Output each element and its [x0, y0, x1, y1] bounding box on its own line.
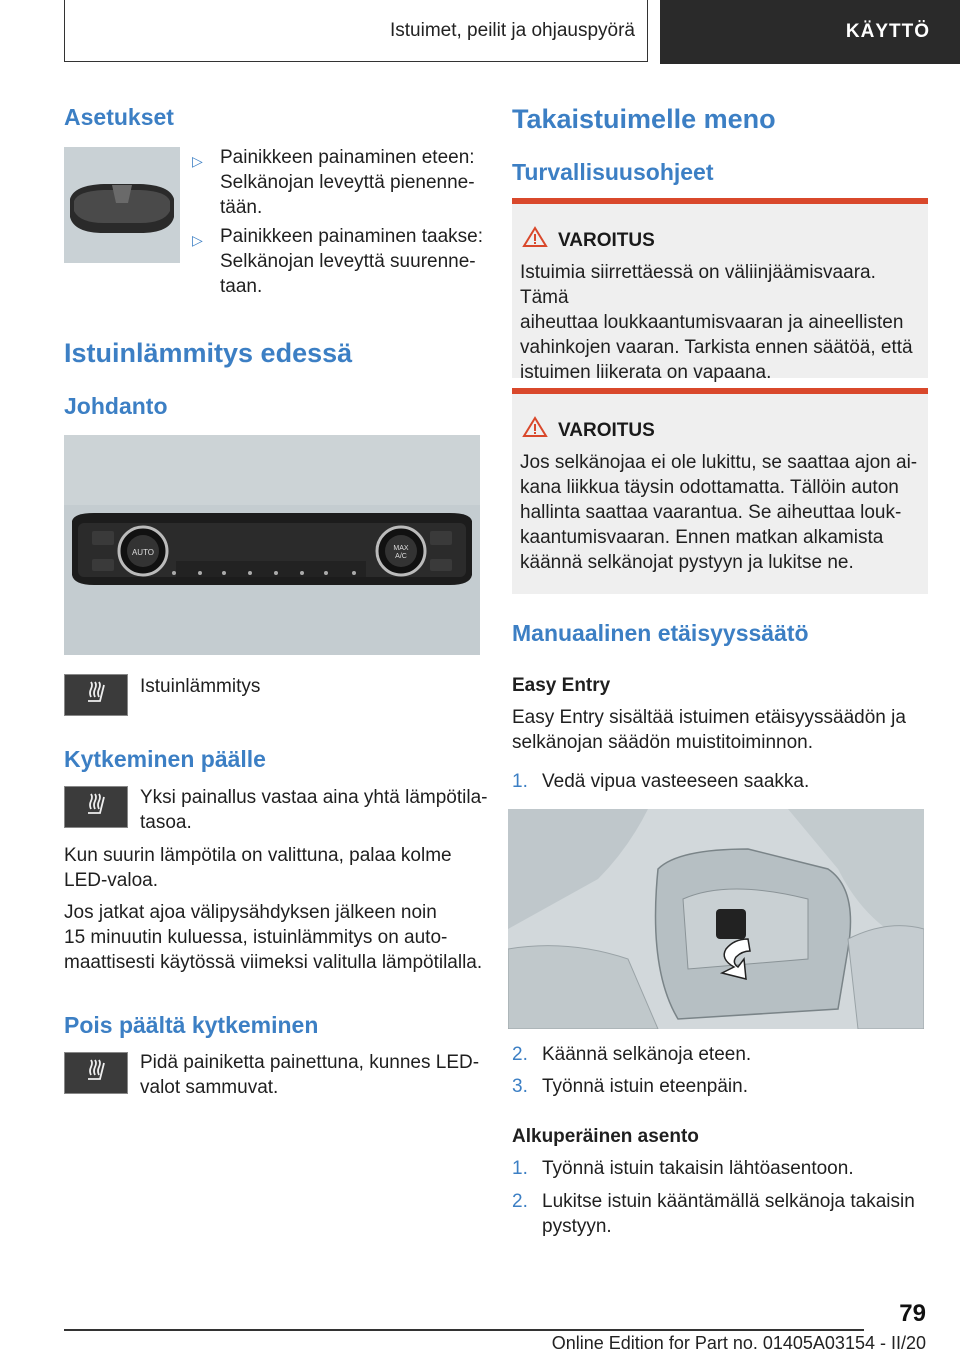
switch-off-line1: Pidä painiketta painettuna, kunnes LED- — [140, 1052, 480, 1073]
seat-heating-icon — [82, 793, 110, 822]
warning-2-line: käännä selkänojat pystyyn ja lukitse ne. — [520, 552, 854, 573]
original-position-heading: Alkuperäinen asento — [512, 1126, 699, 1147]
seat-heating-icon — [82, 1059, 110, 1088]
bullet-2-line2: Selkänojan leveyttä suurenne- — [220, 251, 476, 272]
original-step-2-line2: pystyyn. — [542, 1216, 612, 1237]
warning-2-line: kaantumisvaaran. Ennen matkan alkamista — [520, 527, 884, 548]
bullet-marker: ▷ — [192, 153, 203, 169]
warning-2-line: hallinta saattaa vaarantua. Se aiheuttaa louk- — [520, 502, 902, 523]
warning-1-line: Istuimia siirrettäessä on väliinjäämisvaara. Tämä — [520, 262, 876, 308]
easy-entry-line2: selkänojan säädön muistitoiminnon. — [512, 732, 814, 753]
easy-entry-line1: Easy Entry sisältää istuimen etäisyyssäädön ja — [512, 707, 906, 728]
original-step-1-text: Työnnä istuin takaisin lähtöasentoon. — [542, 1158, 854, 1179]
step-2-text: Käännä selkänoja eteen. — [542, 1044, 752, 1065]
seat-lever-image — [508, 809, 924, 1029]
paragraph-led-line2: LED-valoa. — [64, 870, 158, 891]
warning-1-line: aiheuttaa loukkaantumisvaaran ja aineellisten — [520, 312, 904, 333]
step-1-text: Vedä vipua vasteeseen saakka. — [542, 771, 810, 792]
bullet-1 — [220, 145, 475, 220]
paragraph-restart-line3: maattisesti käytössä viimeksi valitulla lämpötilalla. — [64, 952, 483, 973]
seat-heating-button-image — [64, 674, 128, 716]
warning-1-title: VAROITUS — [558, 230, 655, 251]
seat-heating-label: Istuinlämmitys — [140, 676, 261, 697]
step-number: 1. — [512, 771, 528, 792]
bullet-2-line1: Painikkeen painaminen taakse: — [220, 226, 484, 247]
warning-box-2 — [512, 388, 928, 594]
paragraph-restart — [64, 900, 482, 975]
original-step-2-line1: Lukitse istuin kääntämällä selkänoja takaisin — [542, 1191, 915, 1212]
header-chapter-title: KÄYTTÖ — [845, 21, 930, 42]
warning-1-body — [520, 260, 924, 385]
bullet-1-line2: Selkänojan leveyttä pienenne- — [220, 172, 475, 193]
heated-seats-heading: Istuinlämmitys edessä — [64, 338, 353, 368]
paragraph-led-line1: Kun suurin lämpötila on valittuna, palaa kolme — [64, 845, 452, 866]
bullet-1-line3: tään. — [220, 197, 263, 218]
switch-on-line2: tasoa. — [140, 812, 192, 833]
warning-2-line: kana liikkua täysin odottamatta. Tällöin auton — [520, 477, 899, 498]
rear-access-heading: Takaistuimelle meno — [512, 104, 776, 134]
paragraph-restart-line1: Jos jatkat ajoa välipysähdyksen jälkeen noin — [64, 902, 437, 923]
asetukset-heading: Asetukset — [64, 104, 174, 130]
warning-2-body — [520, 450, 924, 575]
seat-heating-button-image — [64, 1052, 128, 1094]
warning-2-title: VAROITUS — [558, 420, 655, 441]
header-section-title: Istuimet, peilit ja ohjauspyörä — [389, 19, 635, 41]
easy-entry-heading: Easy Entry — [512, 675, 611, 696]
page-number: 79 — [899, 1300, 926, 1327]
switch-on-text — [140, 785, 487, 835]
warning-2-line: Jos selkänojaa ei ole lukittu, se saattaa ajon ai- — [520, 452, 918, 473]
step-number: 2. — [512, 1191, 528, 1212]
manual-adjust-heading: Manuaalinen etäisyyssäätö — [512, 620, 809, 646]
original-step-2-text — [542, 1189, 915, 1239]
step-3-text: Työnnä istuin eteenpäin. — [542, 1076, 748, 1097]
switch-on-heading: Kytkeminen päälle — [64, 746, 266, 772]
bullet-1-line1: Painikkeen painaminen eteen: — [220, 147, 475, 168]
warning-triangle-icon — [522, 416, 548, 443]
easy-entry-text — [512, 705, 906, 755]
ac-label: A/C — [395, 553, 407, 560]
warning-box-1 — [512, 198, 928, 383]
climate-panel-image — [64, 435, 480, 655]
seat-heating-icon — [82, 681, 110, 710]
switch-off-heading: Pois päältä kytkeminen — [64, 1012, 319, 1038]
auto-label: AUTO — [131, 548, 155, 557]
step-number: 2. — [512, 1044, 528, 1065]
footer-edition: Online Edition for Part no. 01405A03154 - II/20 — [551, 1333, 926, 1353]
footer-divider — [64, 1329, 864, 1331]
switch-on-line1: Yksi painallus vastaa aina yhtä lämpötila- — [140, 787, 488, 808]
header-section — [64, 0, 648, 62]
seat-heating-button-image — [64, 786, 128, 828]
step-number: 3. — [512, 1076, 528, 1097]
warning-1-line: vahinkojen vaaran. Tarkista ennen säätöä, että — [520, 337, 913, 358]
bullet-marker: ▷ — [192, 232, 203, 248]
bullet-2-line3: taan. — [220, 276, 263, 297]
switch-off-text — [140, 1050, 479, 1100]
max-label: MAX — [393, 545, 409, 552]
paragraph-led — [64, 843, 452, 893]
warning-triangle-icon — [522, 226, 548, 253]
switch-off-line2: valot sammuvat. — [140, 1077, 279, 1098]
header-chapter — [660, 0, 960, 64]
safety-heading: Turvallisuusohjeet — [512, 159, 714, 185]
bullet-2 — [220, 224, 483, 299]
warning-1-line: istuimen liikerata on vapaana. — [520, 362, 772, 383]
paragraph-restart-line2: 15 minuutin kuluessa, istuinlämmitys on auto- — [64, 927, 448, 948]
step-number: 1. — [512, 1158, 528, 1179]
intro-heading: Johdanto — [64, 393, 168, 419]
width-button-image — [64, 147, 180, 263]
